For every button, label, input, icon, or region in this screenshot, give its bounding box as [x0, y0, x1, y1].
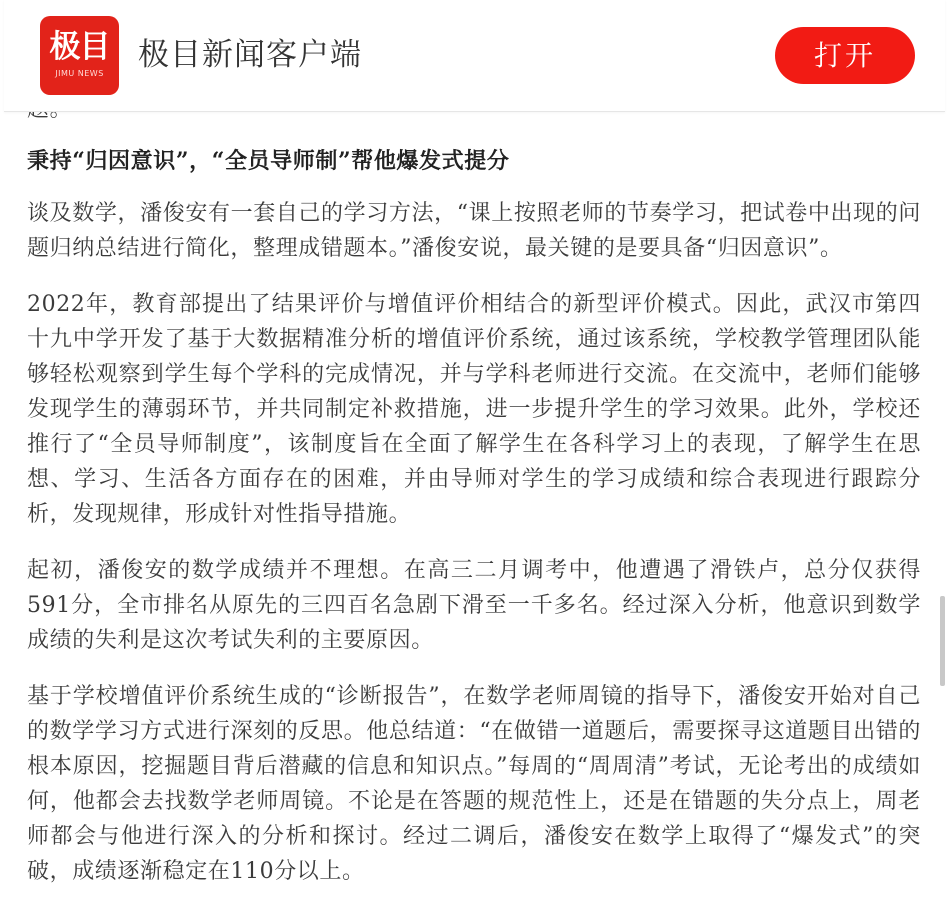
logo-subtext: JIMU NEWS	[55, 69, 104, 78]
logo-text: 极目	[49, 29, 110, 65]
jimu-logo-icon	[40, 16, 119, 95]
open-app-button[interactable]: 打开	[775, 27, 915, 84]
article-body	[27, 92, 921, 910]
article-paragraph: 起初，潘俊安的数学成绩并不理想。在高三二月调考中，他遭遇了滑铁卢，总分仅获得591分，全市排名从原先的三四百名急剧下滑至一千多名。经过深入分析，他意识到数学成绩的失利是这次考试失利的主要原因。	[27, 558, 921, 653]
scrollbar-thumb[interactable]	[940, 596, 945, 686]
app-download-banner	[4, 0, 945, 112]
section-heading: 秉持“归因意识”，“全员导师制”帮他爆发式提分	[27, 148, 510, 174]
app-name: 极目新闻客户端	[138, 37, 362, 73]
article-paragraph: 谈及数学，潘俊安有一套自己的学习方法，“课上按照老师的节奏学习，把试卷中出现的问题归纳总结进行简化，整理成错题本。”潘俊安说，最关键的是要具备“归因意识”。	[27, 201, 921, 261]
article-paragraph: 2022年，教育部提出了结果评价与增值评价相结合的新型评价模式。因此，武汉市第四十九中学开发了基于大数据精准分析的增值评价系统，通过该系统，学校教学管理团队能够轻松观察到学生每个学科的完成情况，并与学科老师进行交流。在交流中，老师们能够发现学生的薄弱环节，并共同制定补救措施，进一步提升学生的学习效果。此外，学校还推行了“全员导师制度”，该制度旨在全面了解学生在各科学习上的表现，了解学生在思想、学习、生活各方面存在的困难，并由导师对学生的学习成绩和综合表现进行跟踪分析，发现规律，形成针对性指导措施。	[27, 292, 921, 527]
article-paragraph: 基于学校增值评价系统生成的“诊断报告”，在数学老师周镜的指导下，潘俊安开始对自己的数学学习方式进行深刻的反思。他总结道：“在做错一道题后，需要探寻这道题目出错的根本原因，挖掘题目背后潜藏的信息和知识点。”每周的“周周清”考试，无论考出的成绩如何，他都会去找数学老师周镜。不论是在答题的规范性上，还是在错题的失分点上，周老师都会与他进行深入的分析和探讨。经过二调后，潘俊安在数学上取得了“爆发式”的突破，成绩逐渐稳定在110分以上。	[27, 684, 921, 884]
